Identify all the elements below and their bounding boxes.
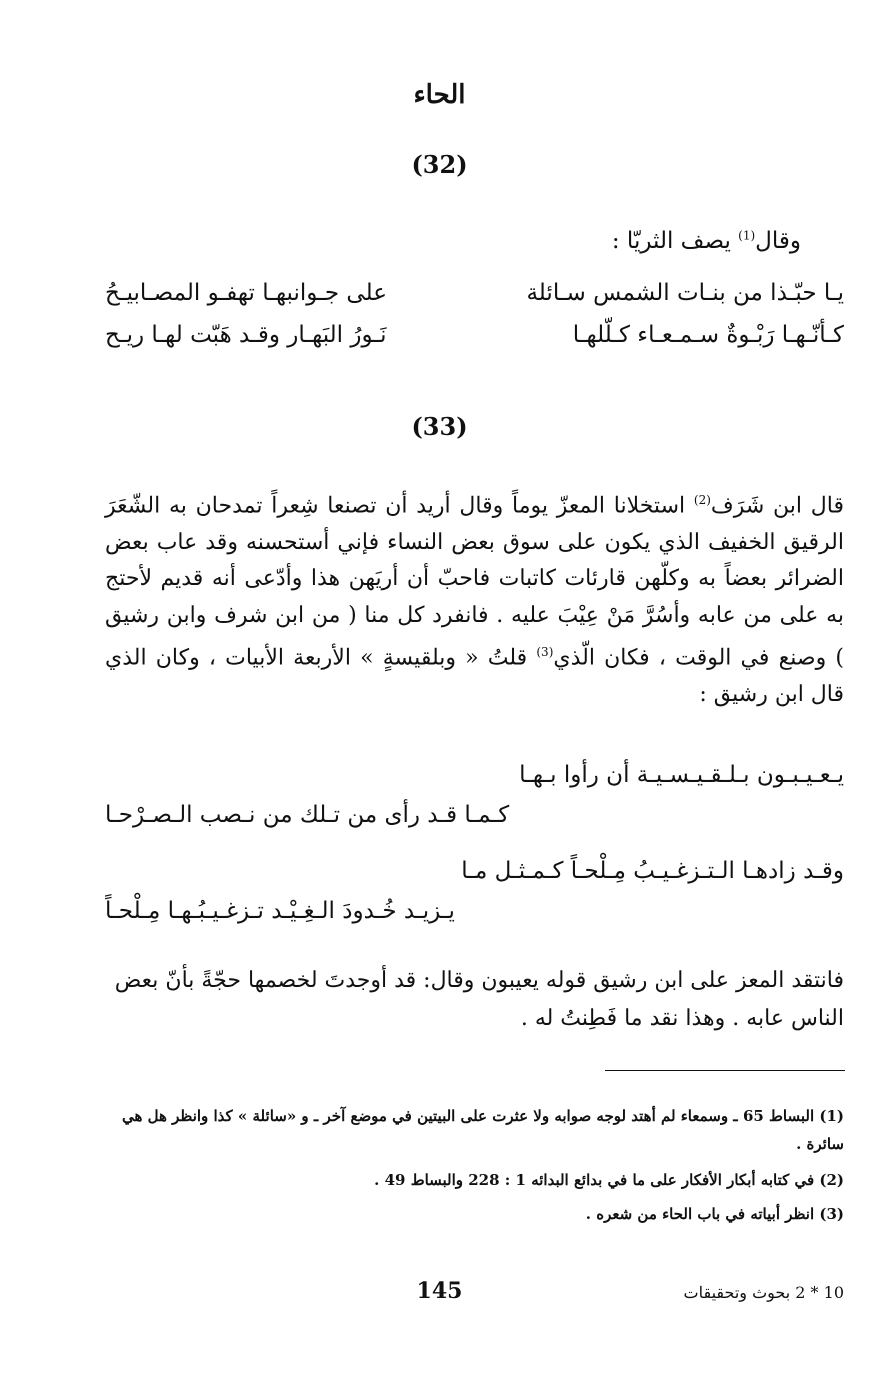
prose-end: قلتُ « وبلقيسةٍ » الأربعة الأبيات ، وكان الذي قال ابن رشيق : bbox=[105, 645, 844, 708]
footnote-ref-2: (2) bbox=[693, 493, 711, 507]
chapter-title: الحاء bbox=[413, 80, 466, 110]
section-number-32: (32) bbox=[411, 150, 468, 179]
intro-text: وقال bbox=[755, 228, 801, 254]
footnote-separator bbox=[605, 1070, 845, 1071]
poem-line-2: كـمـا قـد رأى من تـلك من نـصب الـصـرْحـا bbox=[105, 802, 510, 828]
intro-rest: يصف الثريّا : bbox=[611, 228, 739, 254]
verse-2-first-hemistich: كـأنّـهـا رَبْـوةٌ سـمـعـاء كـلّلهـا bbox=[572, 322, 844, 348]
verse-1-first-hemistich: يـا حبّـذا من بنـات الشمس سـائلة bbox=[526, 280, 844, 306]
verse-1 bbox=[105, 280, 844, 320]
poem-line-1: يـعـيـبـون بـلـقـيـسـيـة أن رأوا بـهـا bbox=[519, 762, 844, 788]
poem-line-4: يـزيـد خُـدودَ الـغِـيْـد تـزغـيـبُـهـا مِـلْحـاً bbox=[105, 898, 455, 924]
section-33-prose bbox=[105, 482, 844, 714]
verse-2-second-hemistich: نَـورُ البَهـار وقـد هَبّت لهـا ريـح bbox=[105, 322, 387, 348]
signature-line: 10 * 2 بحوث وتحقيقات bbox=[683, 1283, 844, 1302]
footnote-1: (1) البساط 65 ـ وسمعاء لم أهتد لوجه صوابه ولا عثرت على البيتين في موضع آخر ـ و «سائلة » كذا وانظر هل هي سائرة . bbox=[122, 1107, 844, 1153]
prose-middle: استخلانا المعزّ يوماً وقال أريد أن تصنعا شِعراً تمدحان به الشّعَرَ الرقيق الخفيف الذي يكون على سوق بعض النساء فإني أستحسنه وقد عاب بعض الضرائر بعضاً به وكلّهن قارئات كاتبات فاحبّ أن أريَهن هذا وأدّعى أنه قديم لأحتج به على من عابه وأسُرَّ مَنْ عِيْبَ عليه . فانفرد كل منا ( من ابن شرف وابن رشيق ) وصنع في الوقت ، فكان الّذي bbox=[105, 493, 844, 671]
closing-paragraph: فانتقد المعز على ابن رشيق قوله يعيبون وقال: قد أوجدتَ لخصمها حجّةً بأنّ بعض الناس عابه . وهذا نقد ما فَطِنتُ له . bbox=[114, 968, 844, 1031]
poem-line-3: وقـد زادهـا الـتـزغـيـبُ مِـلْحـاً كـمـثـل مـا bbox=[461, 858, 844, 884]
section-number-33: (33) bbox=[411, 412, 468, 441]
prose-start: قال ابن شَرَف bbox=[710, 493, 844, 519]
footnote-ref-1: (1) bbox=[738, 228, 756, 243]
verse-2 bbox=[105, 322, 844, 362]
page-number: 145 bbox=[416, 1278, 463, 1304]
footnote-2: (2) في كتابه أبكار الأفكار على ما في بدائع البدائه 1 : 228 والبساط 49 . bbox=[374, 1171, 844, 1189]
section-32-intro bbox=[612, 228, 801, 254]
verse-1-second-hemistich: على جـوانبهـا تهفـو المصـابيـحُ bbox=[105, 280, 387, 306]
footnote-ref-3: (3) bbox=[536, 645, 554, 660]
footnote-3: (3) انظر أبياته في باب الحاء من شعره . bbox=[585, 1205, 844, 1223]
